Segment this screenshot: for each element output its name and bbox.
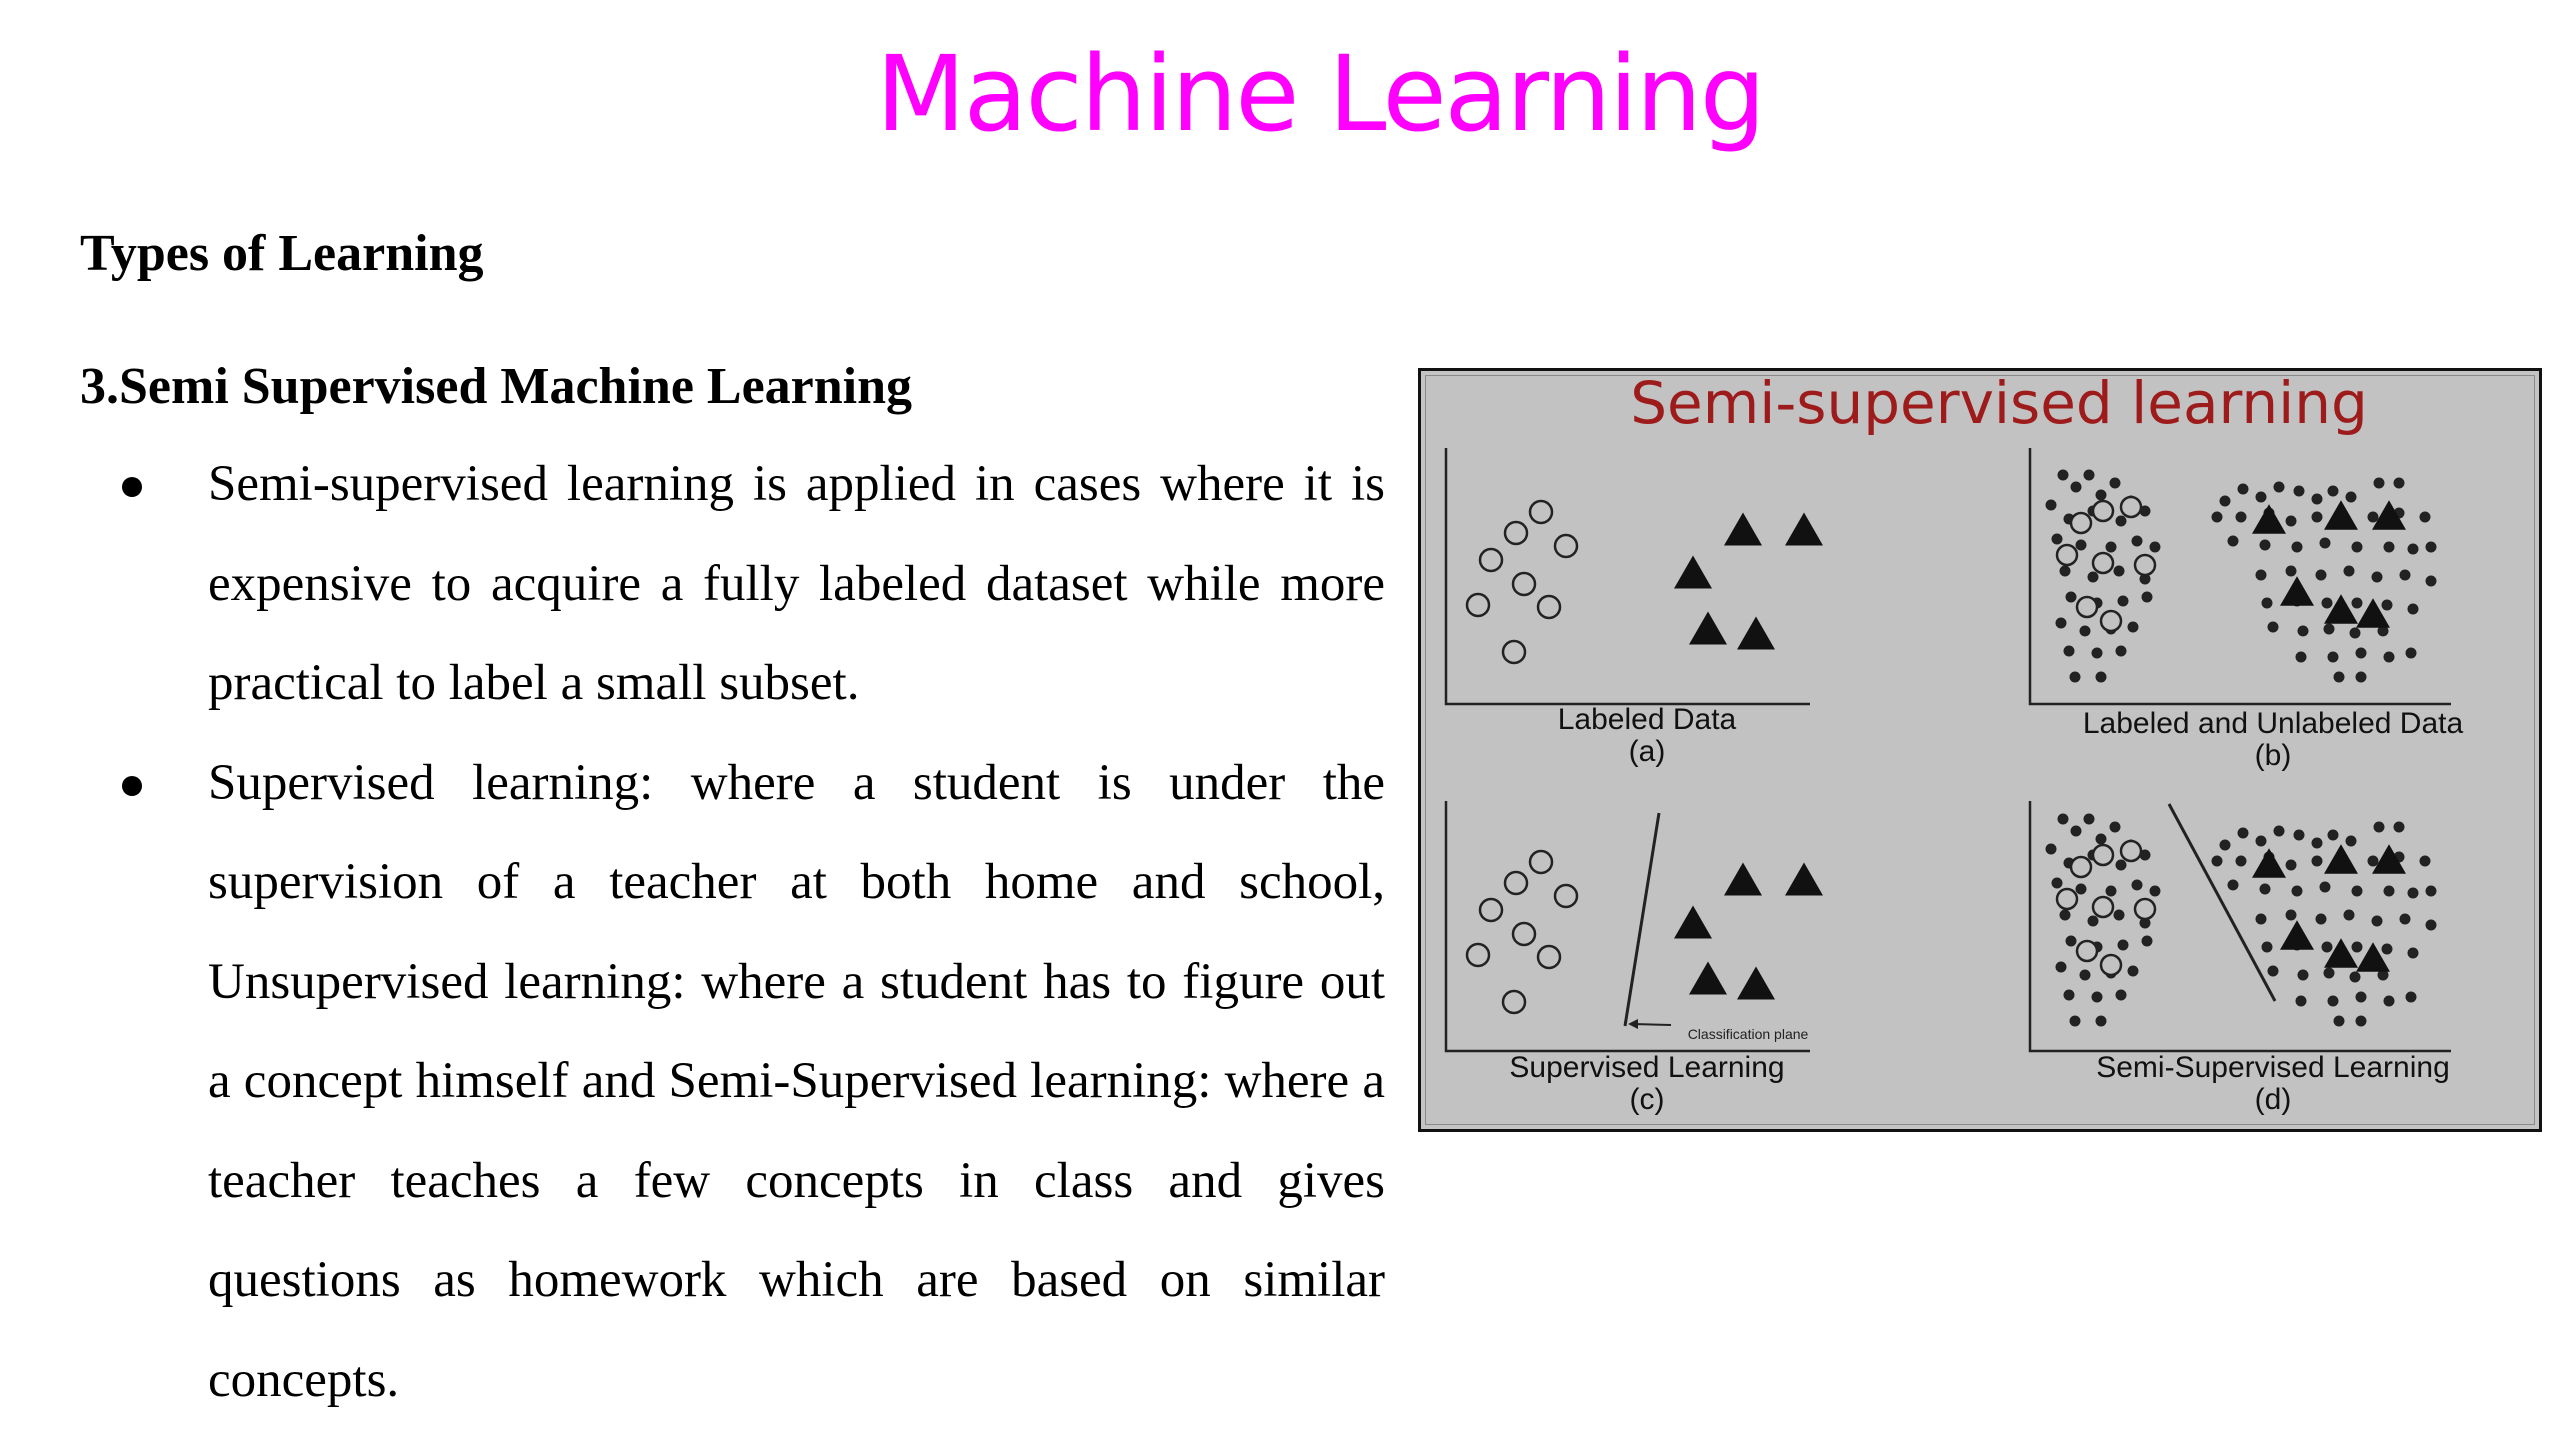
unlabeled-point — [2298, 970, 2308, 980]
unlabeled-point — [2328, 830, 2338, 840]
unlabeled-point — [2052, 534, 2062, 544]
panel-a-label: Labeled Data — [1557, 703, 1737, 736]
labeled-triangle-point — [1689, 961, 1727, 994]
labeled-circle-point — [2057, 889, 2077, 909]
labeled-circle-point — [1538, 596, 1560, 618]
unlabeled-point — [2382, 944, 2392, 954]
unlabeled-point — [2238, 828, 2248, 838]
unlabeled-point — [2080, 970, 2090, 980]
unlabeled-point — [2116, 646, 2126, 656]
labeled-circle-point — [1467, 944, 1489, 966]
unlabeled-point — [2426, 542, 2436, 552]
unlabeled-point — [2368, 856, 2378, 866]
labeled-circle-point — [2135, 555, 2155, 575]
unlabeled-point — [2352, 886, 2362, 896]
unlabeled-point — [2092, 992, 2102, 1002]
unlabeled-point — [2406, 648, 2416, 658]
unlabeled-point — [2064, 646, 2074, 656]
unlabeled-point — [2220, 496, 2230, 506]
panel-b-label: Labeled and Unlabeled Data — [2082, 707, 2464, 740]
unlabeled-point — [2372, 916, 2382, 926]
unlabeled-point — [2116, 516, 2126, 526]
unlabeled-point — [2118, 940, 2128, 950]
unlabeled-point — [2382, 600, 2392, 610]
semi-supervised-figure — [1418, 368, 2542, 1132]
unlabeled-point — [2116, 860, 2126, 870]
unlabeled-point — [2312, 494, 2322, 504]
panel-b-tag: (b) — [2254, 739, 2292, 772]
unlabeled-point — [2070, 672, 2080, 682]
unlabeled-point — [2286, 860, 2296, 870]
unlabeled-point — [2350, 628, 2360, 638]
unlabeled-point — [2400, 914, 2410, 924]
page-title: Machine Learning — [876, 33, 1764, 155]
unlabeled-point — [2312, 838, 2322, 848]
unlabeled-point — [2346, 492, 2356, 502]
unlabeled-point — [2142, 592, 2152, 602]
unlabeled-point — [2356, 1016, 2366, 1026]
unlabeled-point — [2374, 478, 2384, 488]
unlabeled-point — [2060, 910, 2070, 920]
labeled-circle-point — [1555, 885, 1577, 907]
unlabeled-point — [2118, 596, 2128, 606]
labeled-triangle-point — [2324, 844, 2358, 874]
unlabeled-point — [2296, 996, 2306, 1006]
unlabeled-point — [2150, 542, 2160, 552]
unlabeled-point — [2316, 914, 2326, 924]
labeled-circle-point — [2057, 545, 2077, 565]
unlabeled-point — [2096, 490, 2106, 500]
unlabeled-point — [2066, 592, 2076, 602]
labeled-triangle-point — [1724, 512, 1762, 545]
bullet-dot-icon — [122, 776, 142, 796]
unlabeled-point — [2256, 914, 2266, 924]
unlabeled-point — [2052, 878, 2062, 888]
unlabeled-point — [2324, 624, 2334, 634]
unlabeled-point — [2092, 648, 2102, 658]
unlabeled-point — [2384, 886, 2394, 896]
labeled-circle-point — [2093, 897, 2113, 917]
unlabeled-point — [2394, 478, 2404, 488]
labeled-triangle-point — [1689, 611, 1727, 644]
unlabeled-point — [2071, 826, 2081, 836]
sub-heading: 3.Semi Supervised Machine Learning — [80, 358, 913, 415]
unlabeled-point — [2066, 936, 2076, 946]
unlabeled-point — [2298, 626, 2308, 636]
unlabeled-point — [2080, 626, 2090, 636]
unlabeled-point — [2356, 672, 2366, 682]
unlabeled-point — [2372, 572, 2382, 582]
unlabeled-point — [2312, 512, 2322, 522]
unlabeled-point — [2356, 648, 2366, 658]
unlabeled-point — [2096, 834, 2106, 844]
labeled-circle-point — [1480, 899, 1502, 921]
labeled-triangle-point — [1785, 512, 1823, 545]
labeled-triangle-point — [1737, 966, 1775, 999]
unlabeled-point — [2084, 814, 2094, 824]
unlabeled-point — [2096, 1016, 2106, 1026]
section-heading: Types of Learning — [80, 225, 484, 282]
unlabeled-point — [2426, 576, 2436, 586]
unlabeled-point — [2084, 470, 2094, 480]
unlabeled-point — [2212, 856, 2222, 866]
unlabeled-point — [2368, 512, 2378, 522]
unlabeled-point — [2352, 598, 2362, 608]
unlabeled-point — [2256, 492, 2266, 502]
panel-d-label: Semi-Supervised Learning — [2096, 1051, 2450, 1084]
labeled-circle-point — [1530, 501, 1552, 523]
labeled-triangle-point — [2280, 576, 2314, 606]
labeled-triangle-point — [2252, 504, 2286, 534]
unlabeled-point — [2058, 470, 2068, 480]
unlabeled-point — [2236, 856, 2246, 866]
unlabeled-point — [2292, 886, 2302, 896]
labeled-circle-point — [1530, 851, 1552, 873]
unlabeled-point — [2132, 536, 2142, 546]
unlabeled-point — [2114, 910, 2124, 920]
bullet-item — [0, 734, 1385, 1431]
unlabeled-point — [2312, 856, 2322, 866]
unlabeled-point — [2334, 1016, 2344, 1026]
labeled-circle-point — [2121, 497, 2141, 517]
unlabeled-point — [2238, 484, 2248, 494]
unlabeled-point — [2088, 916, 2098, 926]
panel-c-label: Supervised Learning — [1509, 1051, 1785, 1084]
unlabeled-point — [2150, 886, 2160, 896]
unlabeled-point — [2106, 886, 2116, 896]
unlabeled-point — [2296, 652, 2306, 662]
unlabeled-point — [2408, 604, 2418, 614]
labeled-triangle-point — [1785, 862, 1823, 895]
labeled-triangle-point — [1724, 862, 1762, 895]
bullet-item — [0, 435, 1385, 734]
unlabeled-point — [2071, 482, 2081, 492]
unlabeled-point — [2274, 826, 2284, 836]
bullet-dot-icon — [122, 477, 142, 497]
unlabeled-point — [2228, 536, 2238, 546]
unlabeled-point — [2236, 512, 2246, 522]
unlabeled-point — [2400, 570, 2410, 580]
labeled-circle-point — [1480, 549, 1502, 571]
unlabeled-point — [2056, 618, 2066, 628]
unlabeled-point — [2268, 622, 2278, 632]
unlabeled-point — [2294, 486, 2304, 496]
unlabeled-point — [2110, 478, 2120, 488]
labeled-circle-point — [2093, 845, 2113, 865]
unlabeled-point — [2262, 598, 2272, 608]
unlabeled-point — [2142, 936, 2152, 946]
unlabeled-point — [2286, 910, 2296, 920]
unlabeled-point — [2294, 830, 2304, 840]
unlabeled-point — [2268, 966, 2278, 976]
unlabeled-point — [2274, 482, 2284, 492]
unlabeled-point — [2286, 516, 2296, 526]
unlabeled-point — [2316, 570, 2326, 580]
unlabeled-point — [2324, 968, 2334, 978]
unlabeled-point — [2350, 972, 2360, 982]
unlabeled-point — [2110, 822, 2120, 832]
labeled-circle-point — [2077, 597, 2097, 617]
unlabeled-point — [2426, 920, 2436, 930]
labeled-circle-point — [1513, 573, 1535, 595]
unlabeled-point — [2046, 844, 2056, 854]
unlabeled-point — [2328, 996, 2338, 1006]
classification-plane-label: Classification plane — [1687, 1026, 1809, 1042]
unlabeled-point — [2322, 942, 2332, 952]
unlabeled-point — [2286, 566, 2296, 576]
unlabeled-point — [2320, 882, 2330, 892]
panel-c-tag: (c) — [1629, 1083, 1665, 1116]
unlabeled-point — [2128, 622, 2138, 632]
labeled-circle-point — [2135, 899, 2155, 919]
unlabeled-point — [2328, 486, 2338, 496]
unlabeled-point — [2292, 542, 2302, 552]
classification-plane-arrow — [1633, 1024, 1671, 1025]
labeled-triangle-point — [1674, 905, 1712, 938]
labeled-triangle-point — [1737, 616, 1775, 649]
unlabeled-point — [2352, 542, 2362, 552]
unlabeled-point — [2058, 814, 2068, 824]
unlabeled-point — [2116, 990, 2126, 1000]
unlabeled-point — [2070, 1016, 2080, 1026]
bullet-text: Semi-supervised learning is applied in cases where it is expensive to acquire a fully labeled dataset while more practical to label a small subset. — [208, 456, 1385, 711]
panel-d-tag: (d) — [2254, 1083, 2292, 1116]
unlabeled-point — [2420, 856, 2430, 866]
unlabeled-point — [2408, 888, 2418, 898]
unlabeled-point — [2408, 544, 2418, 554]
figure-canvas — [1421, 371, 2539, 1129]
labeled-circle-point — [2071, 513, 2091, 533]
unlabeled-point — [2384, 996, 2394, 1006]
labeled-circle-point — [1503, 991, 1525, 1013]
unlabeled-point — [2088, 572, 2098, 582]
labeled-circle-point — [1513, 923, 1535, 945]
unlabeled-point — [2256, 570, 2266, 580]
unlabeled-point — [2328, 652, 2338, 662]
unlabeled-point — [2260, 540, 2270, 550]
labeled-triangle-point — [2280, 920, 2314, 950]
unlabeled-point — [2262, 942, 2272, 952]
unlabeled-point — [2322, 598, 2332, 608]
unlabeled-point — [2384, 542, 2394, 552]
unlabeled-point — [2056, 962, 2066, 972]
labeled-circle-point — [1538, 946, 1560, 968]
labeled-triangle-point — [2324, 500, 2358, 530]
unlabeled-point — [2060, 566, 2070, 576]
unlabeled-point — [2374, 822, 2384, 832]
labeled-circle-point — [2071, 857, 2091, 877]
labeled-circle-point — [2101, 611, 2121, 631]
labeled-circle-point — [2093, 501, 2113, 521]
unlabeled-point — [2408, 948, 2418, 958]
labeled-circle-point — [2121, 841, 2141, 861]
unlabeled-point — [2346, 836, 2356, 846]
unlabeled-point — [2260, 884, 2270, 894]
labeled-circle-point — [1505, 872, 1527, 894]
labeled-circle-point — [1503, 641, 1525, 663]
unlabeled-point — [2076, 884, 2086, 894]
unlabeled-point — [2046, 500, 2056, 510]
bullet-text: Supervised learning: where a student is under the supervision of a teacher at both home and school, Unsupervised learning: where a student has to figure out a concept himself and Semi-Supervised learning: where a teacher teaches a few concepts in class and gives questions as homework which are based on similar concepts. — [208, 754, 1385, 1408]
labeled-triangle-point — [1674, 555, 1712, 588]
unlabeled-point — [2320, 538, 2330, 548]
semi-supervised-boundary-line — [2169, 804, 2275, 1001]
unlabeled-point — [2132, 880, 2142, 890]
unlabeled-point — [2256, 836, 2266, 846]
classification-plane-arrowhead — [1628, 1019, 1638, 1029]
unlabeled-point — [2106, 542, 2116, 552]
unlabeled-point — [2356, 992, 2366, 1002]
unlabeled-point — [2334, 672, 2344, 682]
bullet-list — [0, 435, 1385, 1430]
labeled-triangle-point — [2252, 848, 2286, 878]
labeled-circle-point — [2093, 553, 2113, 573]
unlabeled-point — [2394, 822, 2404, 832]
unlabeled-point — [2406, 992, 2416, 1002]
labeled-circle-point — [2077, 941, 2097, 961]
unlabeled-point — [2212, 512, 2222, 522]
panel-a-axes — [1446, 448, 1810, 704]
unlabeled-point — [2220, 840, 2230, 850]
labeled-circle-point — [1555, 535, 1577, 557]
unlabeled-point — [2344, 910, 2354, 920]
unlabeled-point — [2076, 540, 2086, 550]
figure-title: Semi-supervised learning — [1630, 371, 2368, 437]
panel-a-tag: (a) — [1628, 735, 1666, 768]
unlabeled-point — [2420, 512, 2430, 522]
unlabeled-point — [2344, 566, 2354, 576]
unlabeled-point — [2384, 652, 2394, 662]
unlabeled-point — [2426, 886, 2436, 896]
unlabeled-point — [2128, 966, 2138, 976]
labeled-circle-point — [1467, 594, 1489, 616]
unlabeled-point — [2096, 672, 2106, 682]
unlabeled-point — [2064, 990, 2074, 1000]
classification-plane-line — [1625, 813, 1659, 1026]
unlabeled-point — [2114, 566, 2124, 576]
labeled-circle-point — [2101, 955, 2121, 975]
unlabeled-point — [2228, 880, 2238, 890]
unlabeled-point — [2352, 942, 2362, 952]
labeled-circle-point — [1505, 522, 1527, 544]
